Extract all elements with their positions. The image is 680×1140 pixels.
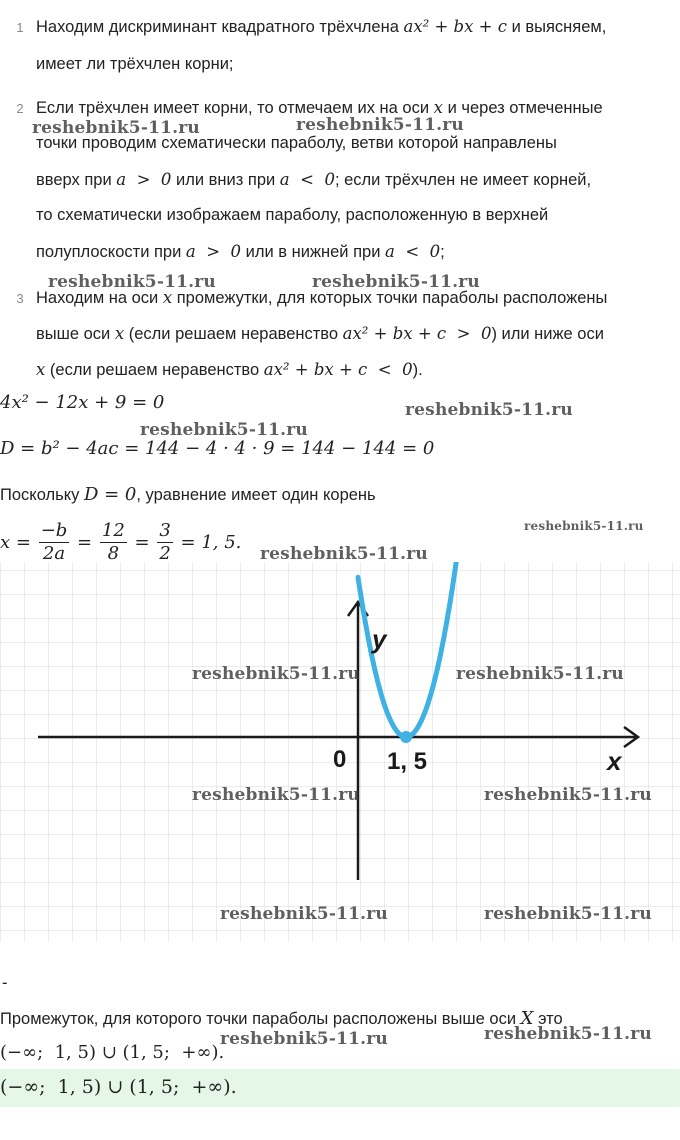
root-formula: x = $\frac{-b}{2a}$ = $\frac{12}{8}$ = $\frac{3}{2}$ = 1, 5.: [0, 520, 241, 562]
y-axis-label: y: [372, 624, 387, 654]
step-3-var: x: [162, 288, 173, 307]
parabola-graph: [0, 562, 680, 942]
watermark: reshebnik5-11.ru: [220, 904, 388, 924]
watermark: reshebnik5-11.ru: [220, 1029, 388, 1049]
step-2-text: Если трёхчлен имеет корни, то отмечаем их на оси: [36, 99, 434, 117]
step-1-line-1: [36, 17, 606, 37]
fraction-2-denominator: 8: [107, 543, 120, 562]
watermark: reshebnik5-11.ru: [405, 400, 573, 420]
step-1-text: Находим дискриминант квадратного трёхчлена: [36, 18, 404, 36]
step-1-line-2: имеет ли трёхчлен корни;: [36, 55, 234, 73]
watermark: reshebnik5-11.ru: [192, 785, 360, 805]
conclusion-interval: (−∞; 1, 5) ∪ (1, 5; +∞).: [0, 1042, 225, 1063]
step-3-l2-end: ) или ниже оси: [491, 325, 604, 343]
fraction-3: [157, 520, 172, 562]
root-label: 1, 5: [387, 748, 428, 775]
step-2-l5-mid: или в нижней при: [241, 243, 385, 261]
step-3-l2-text: выше оси: [36, 325, 115, 343]
fraction-2: [100, 520, 127, 562]
fraction-1-denominator: 2a: [42, 543, 66, 562]
step-2-l3-mid: или вниз при: [171, 171, 280, 189]
fraction-1-numerator: −b: [40, 520, 68, 541]
step-2-number: 2: [16, 101, 24, 116]
watermark: reshebnik5-11.ru: [296, 115, 464, 135]
watermark: reshebnik5-11.ru: [140, 420, 308, 440]
step-2-line-5: [36, 242, 445, 262]
conclusion-axis-var: X: [520, 1008, 534, 1029]
watermark: reshebnik5-11.ru: [456, 664, 624, 684]
since-text-end: , уравнение имеет один корень: [136, 486, 376, 504]
vertex-point: [400, 731, 412, 743]
step-1-formula: ax² + bx + c: [403, 17, 507, 36]
step-2-l3-end: ; если трёхчлен не имеет корней,: [334, 171, 592, 189]
separator-dash: -: [2, 974, 8, 992]
root-result: = 1, 5.: [180, 532, 242, 553]
step-3-line-3: [36, 360, 423, 380]
step-3-l2-var: x: [114, 324, 125, 343]
fraction-2-numerator: 12: [101, 520, 125, 541]
step-2-l3-cond-2: a < 0: [279, 170, 335, 189]
x-axis-label: x: [607, 746, 622, 776]
step-2-l3-text: вверх при: [36, 171, 117, 189]
watermark: reshebnik5-11.ru: [312, 272, 480, 292]
since-condition: D = 0: [83, 484, 137, 505]
fraction-3-denominator: 2: [159, 543, 171, 562]
watermark: reshebnik5-11.ru: [260, 544, 428, 564]
step-3-l3-end: ).: [412, 361, 423, 379]
step-2-l5-end: ;: [440, 243, 445, 261]
watermark: reshebnik5-11.ru: [192, 664, 360, 684]
step-2-line-2: точки проводим схематически параболу, ветви которой направлены: [36, 134, 557, 152]
watermark: reshebnik5-11.ru: [484, 1024, 652, 1044]
step-2-var: x: [433, 98, 443, 117]
step-2-line-4: то схематически изображаем параболу, расположенную в верхней: [36, 206, 549, 224]
fraction-1: [39, 520, 70, 562]
root-lhs: x =: [0, 532, 31, 553]
conclusion-text-start: Промежуток, для которого точки параболы расположены выше оси: [0, 1010, 521, 1028]
step-2-text-end: и через отмеченные: [442, 99, 603, 117]
step-1-number: 1: [16, 20, 24, 35]
step-3-number: 3: [16, 291, 24, 306]
step-3-l3-inequality: ax² + bx + c < 0: [263, 360, 413, 379]
step-2-l5-cond-2: a < 0: [385, 242, 441, 261]
step-3-l2-mid: (если решаем неравенство: [124, 325, 343, 343]
step-2-l3-cond-1: a > 0: [116, 170, 172, 189]
step-3-text-end: промежутки, для которых точки параболы расположены: [172, 289, 608, 307]
answer-value: (−∞; 1, 5) ∪ (1, 5; +∞).: [0, 1076, 237, 1098]
watermark: reshebnik5-11.ru: [484, 904, 652, 924]
step-3-l2-inequality: ax² + bx + c > 0: [342, 324, 492, 343]
equation: 4x² − 12x + 9 = 0: [0, 392, 165, 413]
step-3-l3-var: x: [36, 360, 46, 379]
discriminant-formula: D = b² − 4ac = 144 − 4 · 4 · 9 = 144 − 144 = 0: [0, 438, 435, 459]
step-2-line-3: [36, 170, 591, 190]
step-1-text-end: и выясняем,: [506, 18, 607, 36]
step-2-l5-text: полуплоскости при: [36, 243, 186, 261]
watermark: reshebnik5-11.ru: [524, 519, 644, 533]
step-2-l5-cond-1: a > 0: [185, 242, 242, 261]
conclusion-text-end: это: [533, 1010, 563, 1028]
conclusion-text: [0, 1008, 563, 1029]
one-root-sentence: [0, 484, 376, 505]
step-3-l3-mid: (если решаем неравенство: [45, 361, 264, 379]
step-3-line-2: [36, 324, 604, 344]
watermark: reshebnik5-11.ru: [32, 118, 200, 138]
watermark: reshebnik5-11.ru: [48, 272, 216, 292]
since-text: Поскольку: [0, 486, 84, 504]
step-3-text: Находим на оси: [36, 289, 163, 307]
fraction-3-numerator: 3: [159, 520, 171, 541]
origin-label: 0: [333, 746, 347, 773]
watermark: reshebnik5-11.ru: [484, 785, 652, 805]
answer-box: [0, 1069, 680, 1107]
